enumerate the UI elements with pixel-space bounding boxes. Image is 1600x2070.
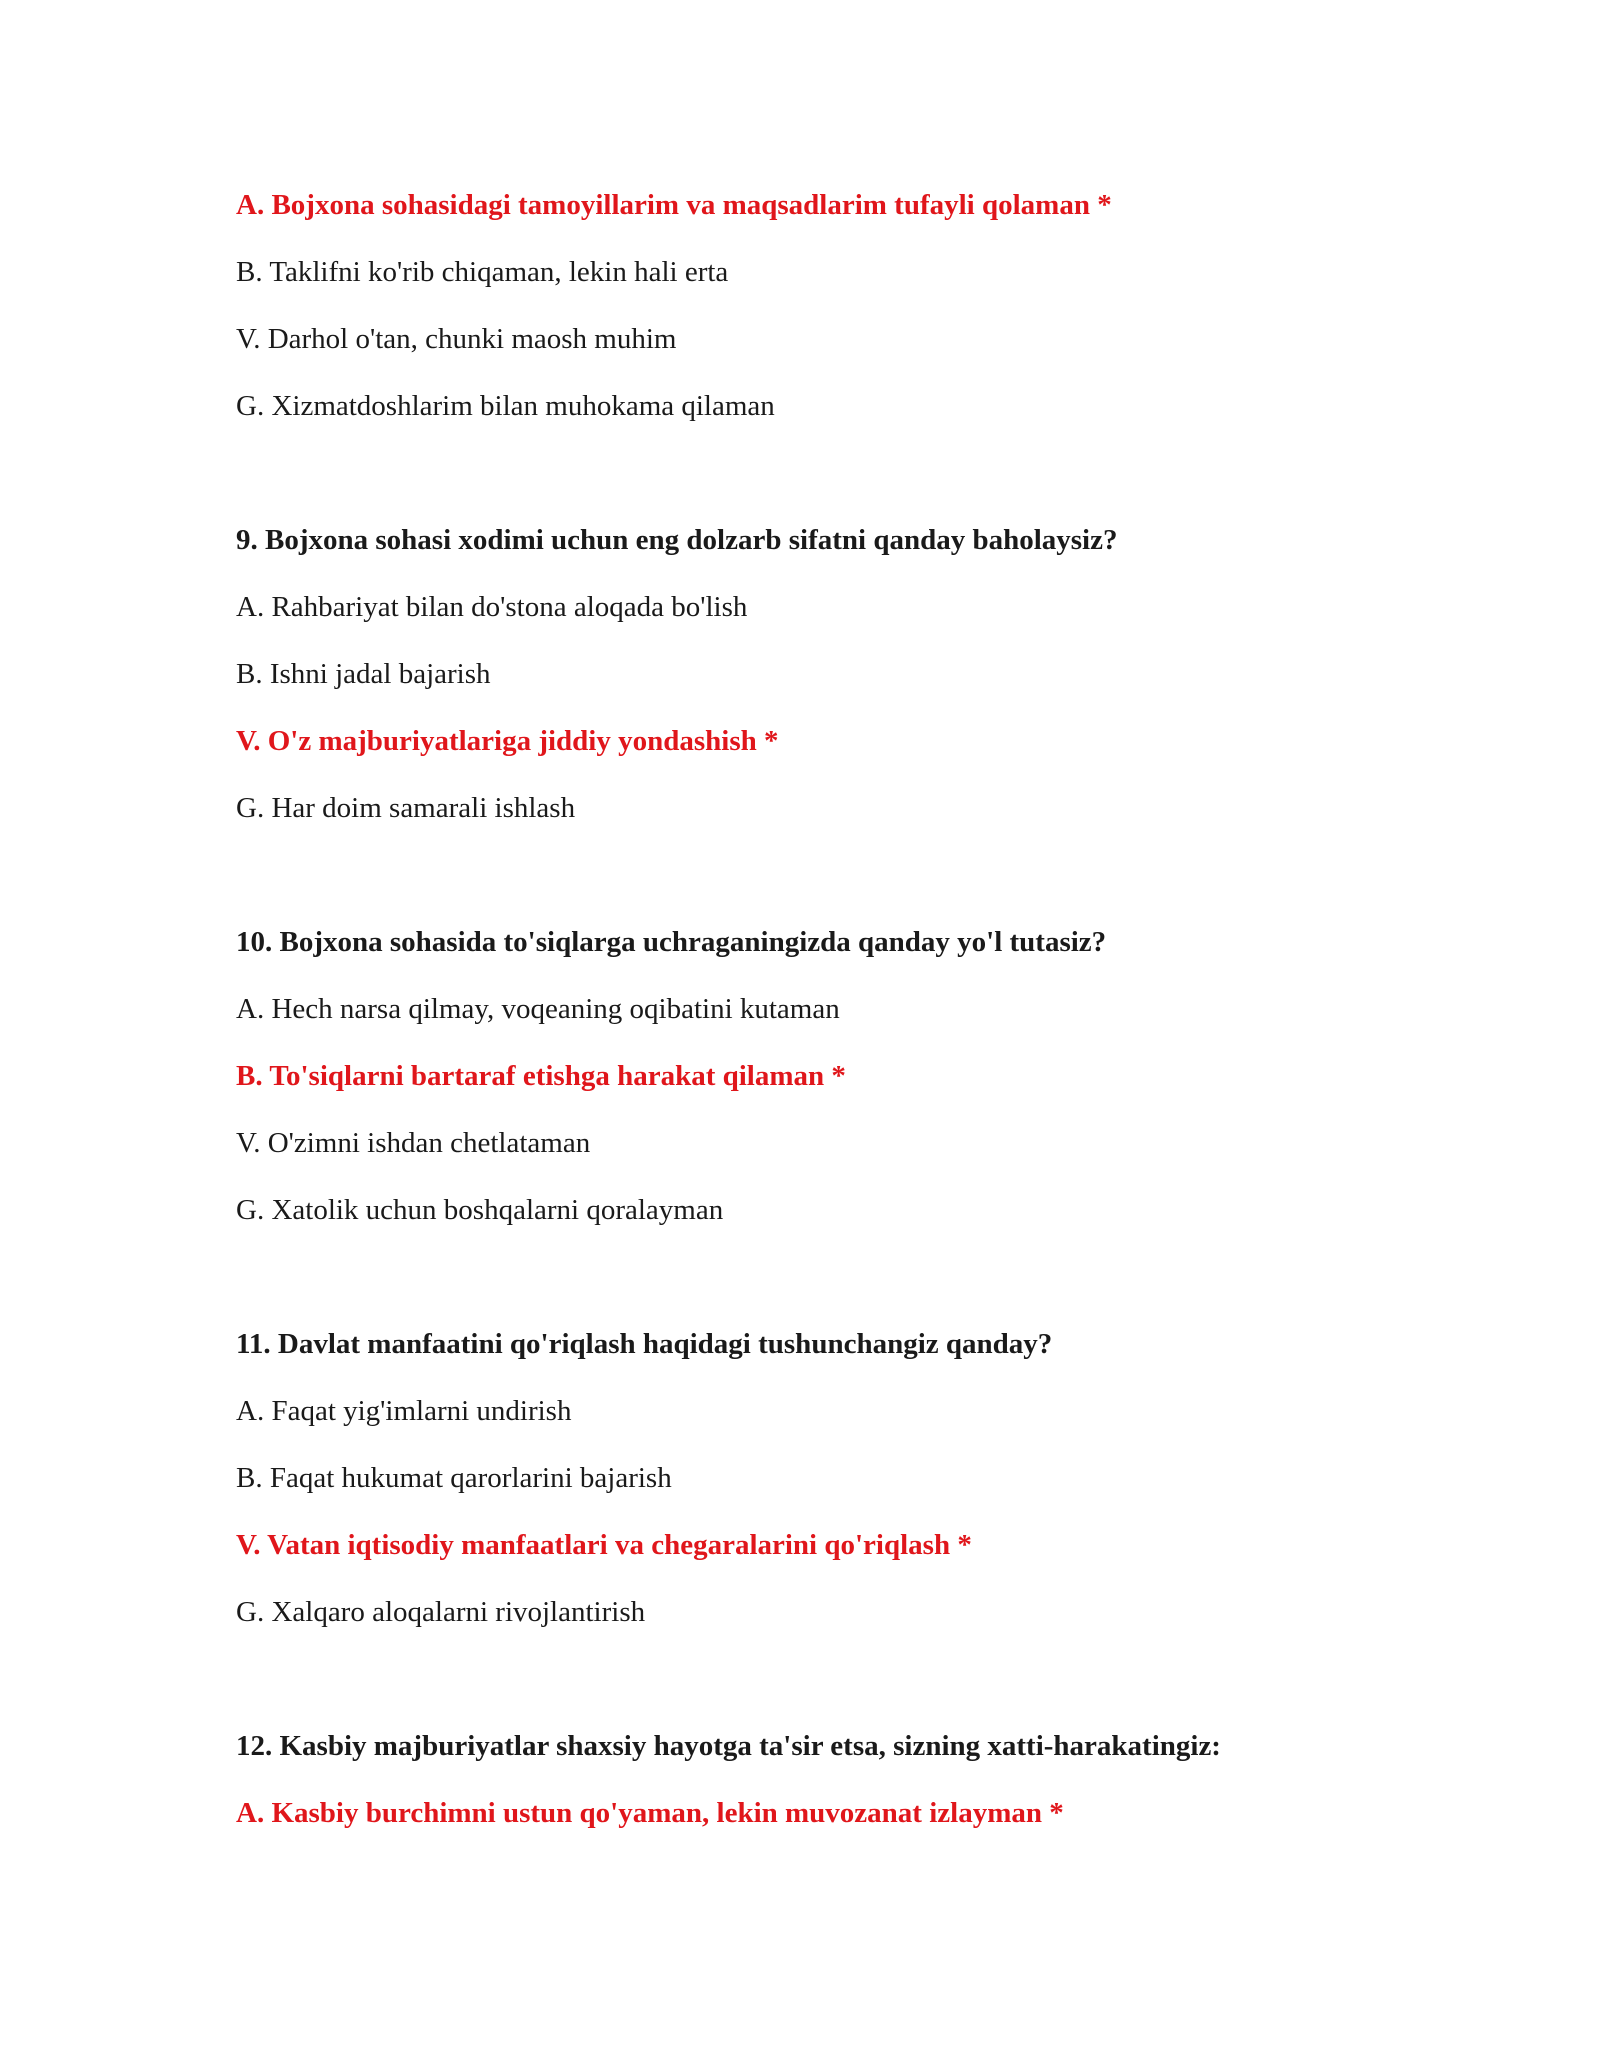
answer-option-correct: A. Kasbiy burchimni ustun qo'yaman, lekin muvozanat izlayman * [236,1797,1064,1829]
answer-option-correct: A. Bojxona sohasidagi tamoyillarim va maqsadlarim tufayli qolaman * [236,189,1112,221]
answer-option: A. Hech narsa qilmay, voqeaning oqibatini kutaman [236,993,840,1025]
answer-option: G. Xatolik uchun boshqalarni qoralayman [236,1194,724,1226]
answer-option: V. Darhol o'tan, chunki maosh muhim [236,323,677,355]
answer-option: G. Xizmatdoshlarim bilan muhokama qilaman [236,390,775,422]
answer-option-correct: V. O'z majburiyatlariga jiddiy yondashish * [236,725,779,757]
answer-option: A. Rahbariyat bilan do'stona aloqada bo'lish [236,591,748,623]
answer-option-correct: V. Vatan iqtisodiy manfaatlari va chegaralarini qo'riqlash * [236,1529,972,1561]
answer-option: B. Faqat hukumat qarorlarini bajarish [236,1462,672,1494]
answer-option: B. Ishni jadal bajarish [236,658,491,690]
question-10-title: 10. Bojxona sohasida to'siqlarga uchraganingizda qanday yo'l tutasiz? [236,926,1107,958]
question-9-title: 9. Bojxona sohasi xodimi uchun eng dolzarb sifatni qanday baholaysiz? [236,524,1118,556]
answer-option: B. Taklifni ko'rib chiqaman, lekin hali erta [236,256,729,288]
answer-option: G. Har doim samarali ishlash [236,792,576,824]
answer-option: G. Xalqaro aloqalarni rivojlantirish [236,1596,646,1628]
answer-option-correct: B. To'siqlarni bartaraf etishga harakat qilaman * [236,1060,846,1092]
answer-option: V. O'zimni ishdan chetlataman [236,1127,591,1159]
answer-option: A. Faqat yig'imlarni undirish [236,1395,572,1427]
question-12-title: 12. Kasbiy majburiyatlar shaxsiy hayotga ta'sir etsa, sizning xatti-harakatingiz: [236,1730,1221,1762]
question-11-title: 11. Davlat manfaatini qo'riqlash haqidagi tushunchangiz qanday? [236,1328,1053,1360]
